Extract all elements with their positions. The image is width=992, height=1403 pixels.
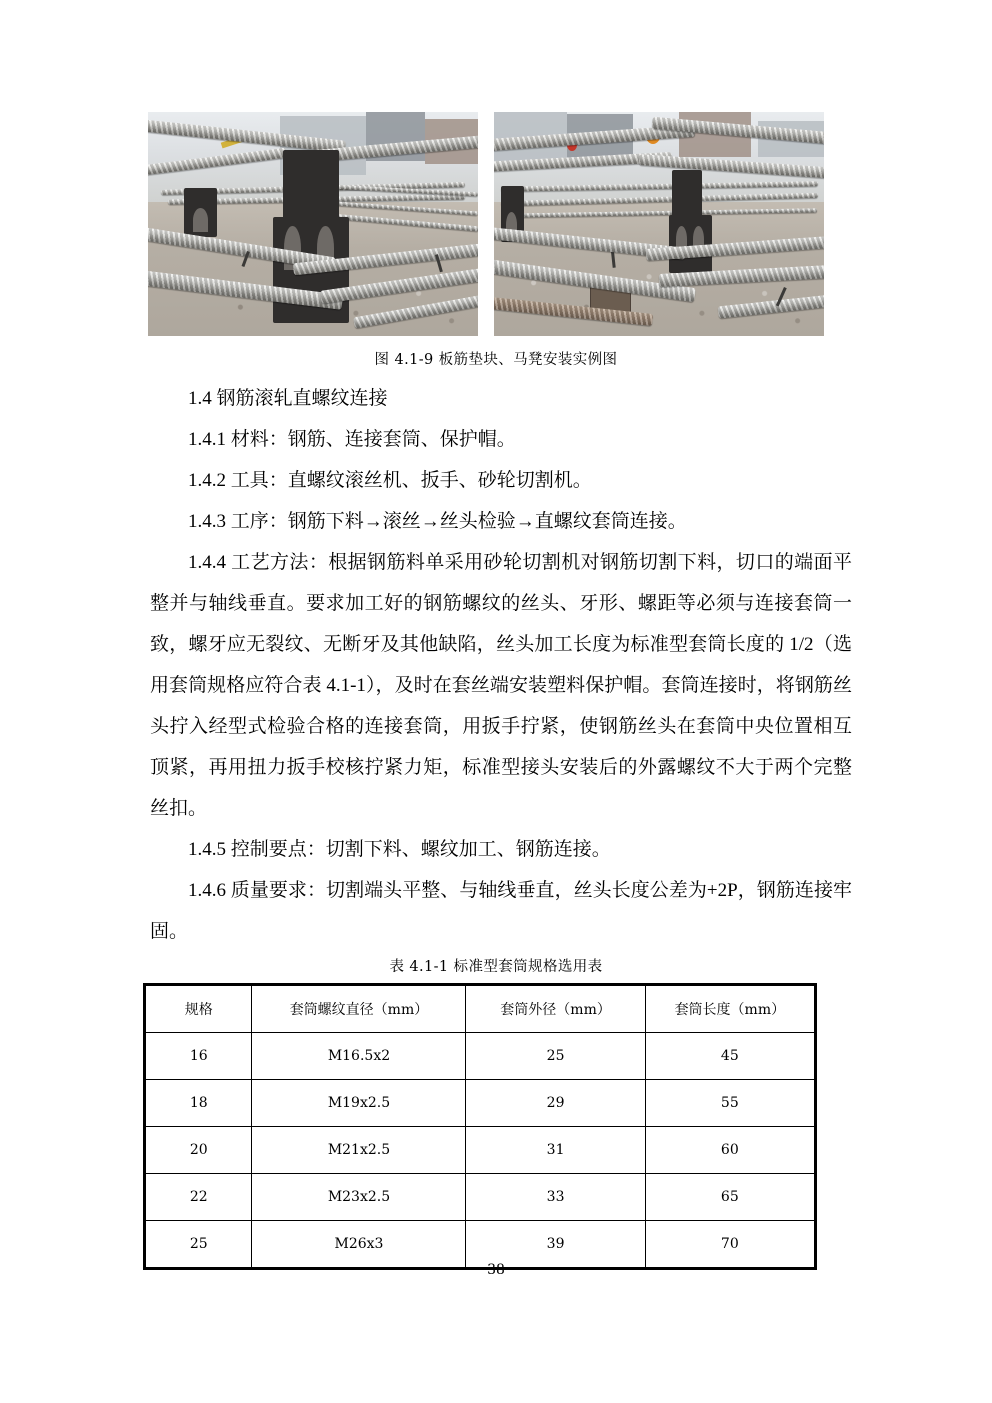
section-item-1-4-3: 1.4.3 工序：钢筋下料→滚丝→丝头检验→直螺纹套筒连接。 bbox=[188, 511, 687, 532]
page-number: 38 bbox=[487, 1262, 505, 1278]
table-cell: 18 bbox=[145, 1080, 252, 1127]
photo-steel-chair-support bbox=[184, 188, 217, 237]
table-cell: 55 bbox=[645, 1080, 815, 1127]
table-row bbox=[145, 1127, 816, 1174]
table-header-row bbox=[145, 985, 816, 1033]
table-cell: M21x2.5 bbox=[252, 1127, 466, 1174]
section-item-1-4-5: 1.4.5 控制要点：切割下料、螺纹加工、钢筋连接。 bbox=[188, 839, 611, 860]
photo-chair-arch bbox=[193, 208, 208, 233]
photo-steel-chair-support bbox=[283, 150, 339, 224]
figure-image-row bbox=[148, 112, 824, 336]
table-cell: 31 bbox=[466, 1127, 645, 1174]
sleeve-specification-table bbox=[143, 983, 817, 1270]
section-item-1-4-6: 1.4.6 质量要求：切割端头平整、与轴线垂直，丝头长度公差为+2P，钢筋连接牢固。 bbox=[150, 880, 852, 942]
table-cell: M23x2.5 bbox=[252, 1174, 466, 1221]
section-body bbox=[150, 378, 852, 952]
table-cell: 65 bbox=[645, 1174, 815, 1221]
table-cell: 25 bbox=[466, 1033, 645, 1080]
table-cell: M19x2.5 bbox=[252, 1080, 466, 1127]
section-heading: 1.4 钢筋滚轧直螺纹连接 bbox=[188, 388, 388, 409]
table-header-cell: 套筒螺纹直径（mm） bbox=[252, 985, 466, 1033]
table-header-cell: 套筒长度（mm） bbox=[645, 985, 815, 1033]
photo-rebar-concrete-spacer bbox=[494, 112, 824, 336]
table-cell: 70 bbox=[645, 1221, 815, 1269]
table-cell: 45 bbox=[645, 1033, 815, 1080]
figure-caption: 图 4.1-9 板筋垫块、马凳安装实例图 bbox=[374, 352, 618, 368]
section-item-1-4-1: 1.4.1 材料：钢筋、连接套筒、保护帽。 bbox=[188, 429, 516, 450]
section-item-1-4-4: 1.4.4 工艺方法：根据钢筋料单采用砂轮切割机对钢筋切割下料，切口的端面平整并与轴线垂直。要求加工好的钢筋螺纹的丝头、牙形、螺距等必须与连接套筒一致，螺牙应无裂纹、无断牙及其他缺陷，丝头加工长度为标准型套筒长度的 1/2（选用套筒规格应符合表 4.1-1），及时在套丝端安装塑料保护帽。套筒连接时，将钢筋丝头拧入经型式检验合格的连接套筒，用扳手拧紧，使钢筋丝头在套筒中央位置相互顶紧，再用扭力扳手校核拧紧力矩，标准型接头安装后的外露螺纹不大于两个完整丝扣。 bbox=[150, 552, 852, 819]
table-cell: 22 bbox=[145, 1174, 252, 1221]
table-caption: 表 4.1-1 标准型套筒规格选用表 bbox=[389, 959, 603, 975]
table-cell: 29 bbox=[466, 1080, 645, 1127]
table-cell: M16.5x2 bbox=[252, 1033, 466, 1080]
table-header-cell: 套筒外径（mm） bbox=[466, 985, 645, 1033]
table-cell: 25 bbox=[145, 1221, 252, 1269]
table-cell: 39 bbox=[466, 1221, 645, 1269]
section-item-1-4-2: 1.4.2 工具：直螺纹滚丝机、扳手、砂轮切割机。 bbox=[188, 470, 592, 491]
table-row bbox=[145, 1080, 816, 1127]
table-header-cell: 规格 bbox=[145, 985, 252, 1033]
photo-rebar-steel-chair bbox=[148, 112, 478, 336]
table-cell: M26x3 bbox=[252, 1221, 466, 1269]
table-cell: 60 bbox=[645, 1127, 815, 1174]
table-cell: 20 bbox=[145, 1127, 252, 1174]
table-row bbox=[145, 1174, 816, 1221]
table-cell: 33 bbox=[466, 1174, 645, 1221]
table-row bbox=[145, 1033, 816, 1080]
table-cell: 16 bbox=[145, 1033, 252, 1080]
